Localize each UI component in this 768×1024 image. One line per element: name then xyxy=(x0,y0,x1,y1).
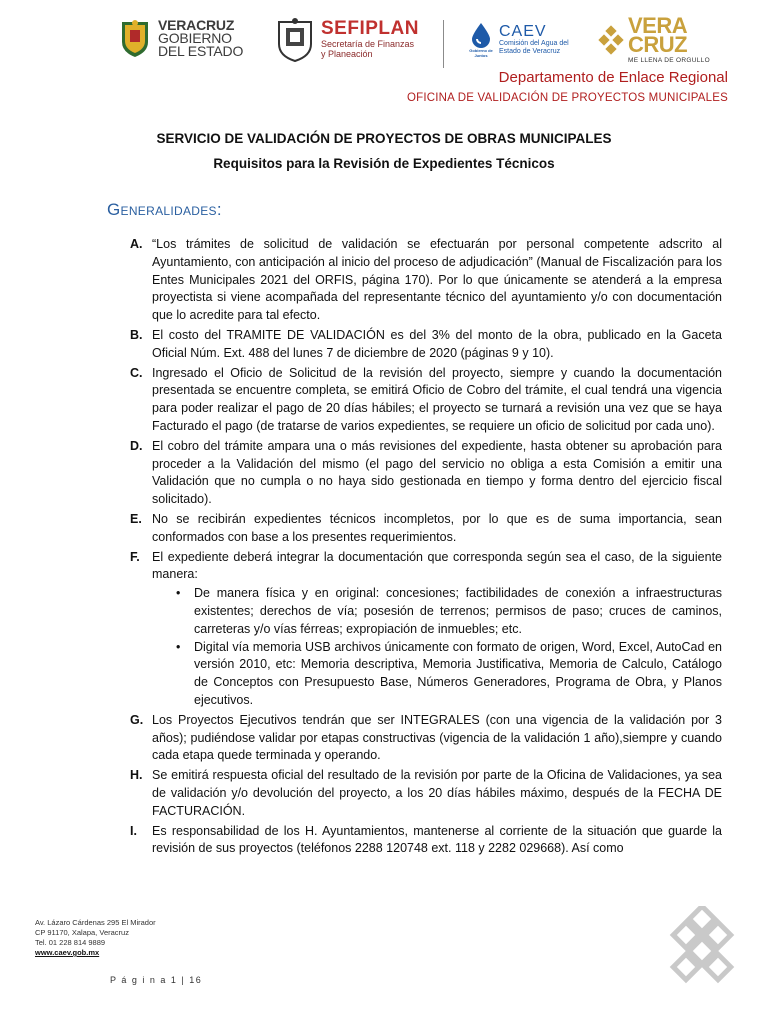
caev-sub-2: Estado de Veracruz xyxy=(499,48,561,55)
bullet-text: Digital vía memoria USB archivos únicamente con formato de origen, Word, Excel, AutoCad en versión 2010, etc: Memoria descriptiva, Memoria Justificativa, Memoria de Calculo, Catálogo de Conceptos con Presupuesto Base, Números Generadores, Programa de Obra, y Planos ejecutivos. xyxy=(194,639,722,707)
page-footer xyxy=(35,918,156,958)
item-letter: G. xyxy=(130,712,144,727)
sefiplan-shield-icon xyxy=(275,16,315,62)
veracruz-knot-icon xyxy=(598,25,624,55)
vera-text-1: VERA xyxy=(628,13,688,38)
list-item xyxy=(130,365,722,436)
bullet-icon: • xyxy=(176,639,181,654)
bullet-item xyxy=(152,585,722,638)
list-item xyxy=(130,823,722,859)
bullet-text: De manera física y en original: concesiones; factibilidades de conexión a infraestructuras existentes; derechos de vía; posesión de terrenos; permisos de paso; cruces de caminos, carreteras y/o vías férreas; expropiación de inmuebles; etc. xyxy=(194,586,722,636)
footer-website-link[interactable]: www.caev.gob.mx xyxy=(35,948,100,957)
sefiplan-sub-1: Secretaría de Finanzas xyxy=(321,39,415,49)
gobierno-veracruz-logo xyxy=(118,18,243,58)
list-item xyxy=(130,767,722,820)
document-titles xyxy=(0,130,768,173)
vera-text-2: CRUZ xyxy=(628,32,688,57)
bullet-icon: • xyxy=(176,586,181,601)
list-item xyxy=(130,712,722,765)
bullet-item xyxy=(152,639,722,710)
item-text: Es responsabilidad de los H. Ayuntamientos, mantenerse al corriente de la situación que guarde la revisión de sus proyectos (teléfonos 2288 120748 ext. 118 y 2282 029668). Así como xyxy=(152,823,722,856)
list-item xyxy=(130,327,722,363)
footer-address-1: Av. Lázaro Cárdenas 295 El Mirador xyxy=(35,918,156,927)
sefiplan-title: SEFIPLAN xyxy=(321,18,419,39)
caev-logo xyxy=(468,22,569,58)
sefiplan-logo xyxy=(275,16,419,62)
item-letter: E. xyxy=(130,511,142,526)
gob-logo-line-2: GOBIERNO xyxy=(158,29,232,46)
document-title: SERVICIO DE VALIDACIÓN DE PROYECTOS DE OBRAS MUNICIPALES xyxy=(156,131,612,146)
list-item xyxy=(130,549,722,710)
section-heading: Generalidades: xyxy=(107,200,222,219)
veracruz-brand-logo xyxy=(598,13,710,64)
office-name: OFICINA DE VALIDACIÓN DE PROYECTOS MUNICIPALES xyxy=(406,92,728,104)
department-block xyxy=(407,69,728,106)
bullet-list xyxy=(152,585,722,710)
item-letter: I. xyxy=(130,823,137,838)
footer-phone: Tel. 01 228 814 9889 xyxy=(35,938,106,947)
veracruz-shield-icon xyxy=(118,18,152,58)
item-text: El expediente deberá integrar la documentación que corresponda según sea el caso, de la siguiente manera: xyxy=(152,549,722,582)
document-subtitle: Requisitos para la Revisión de Expedientes Técnicos xyxy=(213,156,555,171)
item-letter: D. xyxy=(130,438,143,453)
item-text: No se recibirán expedientes técnicos incompletos, por lo que es de suma importancia, sean conformados con base a los presentes requerimientos. xyxy=(152,511,722,544)
page-header xyxy=(0,0,768,110)
item-text: El cobro del trámite ampara una o más revisiones del expediente, hasta obtener su aprobación para proceder a la Validación del mismo (el pago del servicio no obliga a esta Comisión a emitir una Validación que no cumpla o no haya sido gestionada en tiempo y forma dentro del ejercicio fiscal solicitado). xyxy=(152,438,722,507)
item-text: Los Proyectos Ejecutivos tendrán que ser INTEGRALES (con una vigencia de la validación por 3 años); pudiéndose validar por etapas constructivas (vigencia de la validación 1 año),siempre y cuando cada etapa quede terminada y operando. xyxy=(152,712,722,763)
gob-logo-line-1: VERACRUZ xyxy=(158,16,235,33)
requirements-list xyxy=(130,236,722,860)
sefiplan-sub-2: y Planeación xyxy=(321,49,373,59)
caev-sub-1: Comisión del Agua del xyxy=(499,40,569,47)
water-drop-icon xyxy=(470,22,492,48)
item-text: El costo del TRAMITE DE VALIDACIÓN es del 3% del monto de la obra, publicado en la Gaceta Oficial Núm. Ext. 488 del lunes 7 de diciembre de 2020 (páginas 9 y 10). xyxy=(152,327,722,360)
item-text: Se emitirá respuesta oficial del resultado de la revisión por parte de la Oficina de Validaciones, ya sea de validación y/o devolución del proyecto, a los 20 días hábiles máximo, después de la FECHA DE FACTURACIÓN. xyxy=(152,768,722,818)
page-number: P á g i n a 1 | 16 xyxy=(110,975,203,985)
item-text: “Los trámites de solicitud de validación se efectuarán por personal competente adscrito al Ayuntamiento, con anticipación al inicio del proceso de adjudicación” (Manual de Fiscalización para los Entes Municipales 2021 del ORFIS, página 170). Por lo que únicamente se atenderá a la empresa proyectista si viene acompañada del representante técnico del ayuntamiento y/o con documentación que lo acredite para tal efecto. xyxy=(152,237,722,323)
item-letter: B. xyxy=(130,327,143,342)
gob-logo-line-3: DEL ESTADO xyxy=(158,42,244,59)
item-letter: A. xyxy=(130,237,143,251)
department-name: Departamento de Enlace Regional xyxy=(498,69,728,86)
caev-title: CAEV xyxy=(499,23,547,40)
item-letter: H. xyxy=(130,768,143,783)
ornament-knot-icon xyxy=(665,906,745,986)
item-text: Ingresado el Oficio de Solicitud de la revisión del proyecto, siempre y cuando la documentación presentada se encuentre completa, se emitirá Oficio de Cobro del trámite, el cual tendrá una vigencia para poder realizar el pago de 20 días hábiles; el proyecto se turnará a revisión una vez que se haya Facturado el pago (de tratarse de varios expedientes, se requiere un oficio de solicitud por cada uno). xyxy=(152,365,722,433)
item-letter: C. xyxy=(130,365,143,380)
list-item xyxy=(130,511,722,547)
footer-address-2: CP 91170, Xalapa, Veracruz xyxy=(35,928,129,937)
caev-small-text: Gobierno de Juntos xyxy=(469,48,493,58)
item-letter: F. xyxy=(130,549,140,564)
logo-divider xyxy=(443,20,444,68)
list-item xyxy=(130,236,722,325)
vera-tagline: ME LLENA DE ORGULLO xyxy=(628,57,710,64)
list-item xyxy=(130,438,722,509)
